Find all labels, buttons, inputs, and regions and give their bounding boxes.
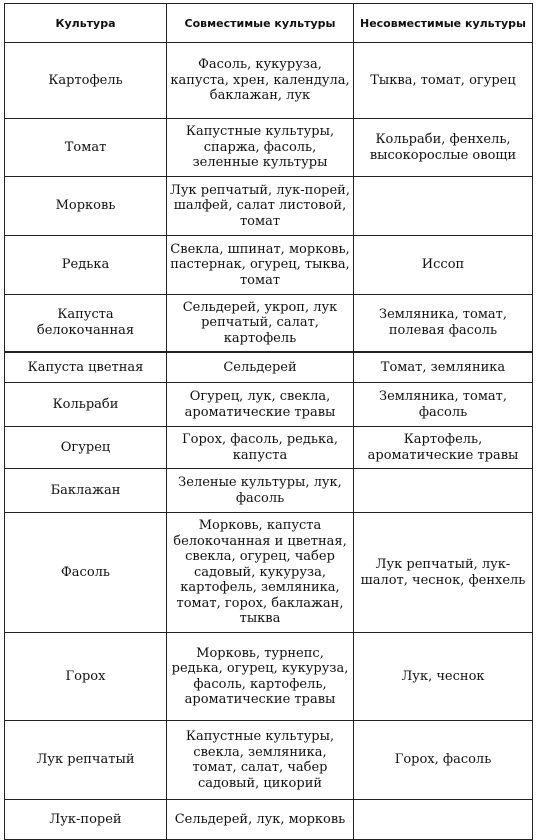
incompatible-cell [354,177,533,236]
table-row [5,633,533,721]
crop-cell: Капуста цветная [5,352,167,383]
incompatible-cell: Лук, чеснок [354,633,533,721]
compatible-cell: Морковь, капуста белокочанная и цветная, свекла, огурец, чабер садовый, кукуруза, картофель, земляника, томат, горох, баклажан, тыква [167,513,354,633]
incompatible-cell: Лук репчатый, лук-шалот, чеснок, фенхель [354,513,533,633]
crop-cell: Капуста белокочанная [5,295,167,352]
table-row [5,800,533,840]
compatible-cell: Горох, фасоль, редька, капуста [167,427,354,469]
incompatible-cell: Картофель, ароматические травы [354,427,533,469]
incompatible-cell: Земляника, томат, фасоль [354,383,533,427]
compatible-cell: Сельдерей, лук, морковь [167,800,354,840]
crop-cell: Горох [5,633,167,721]
compatible-cell: Морковь, турнепс, редька, огурец, кукуруза, фасоль, картофель, ароматические травы [167,633,354,721]
crop-cell: Лук репчатый [5,721,167,800]
header-crop: Культура [5,4,167,43]
crop-cell: Томат [5,119,167,177]
compatible-cell: Свекла, шпинат, морковь, пастернак, огурец, тыква, томат [167,236,354,295]
crop-compatibility-table [4,3,533,840]
crop-cell: Кольраби [5,383,167,427]
compatible-cell: Капустные культуры, свекла, земляника, томат, салат, чабер садовый, цикорий [167,721,354,800]
table-row [5,469,533,513]
incompatible-cell: Кольраби, фенхель, высокорослые овощи [354,119,533,177]
incompatible-cell: Томат, земляника [354,352,533,383]
incompatible-cell [354,800,533,840]
crop-cell: Картофель [5,43,167,119]
table-row [5,295,533,352]
incompatible-cell: Иссоп [354,236,533,295]
table-row [5,352,533,383]
crop-cell: Огурец [5,427,167,469]
table-row [5,427,533,469]
compatible-cell: Фасоль, кукуруза, капуста, хрен, календула, баклажан, лук [167,43,354,119]
incompatible-cell: Горох, фасоль [354,721,533,800]
table-row [5,236,533,295]
compatible-cell: Сельдерей, укроп, лук репчатый, салат, картофель [167,295,354,352]
header-compatible: Совместимые культуры [167,4,354,43]
table-row [5,721,533,800]
compatible-cell: Огурец, лук, свекла, ароматические травы [167,383,354,427]
header-row [5,4,533,43]
incompatible-cell [354,469,533,513]
compatible-cell: Сельдерей [167,352,354,383]
crop-cell: Фасоль [5,513,167,633]
compatibility-table-container [4,3,532,840]
crop-cell: Лук-порей [5,800,167,840]
header-incompatible: Несовместимые культуры [354,4,533,43]
crop-cell: Редька [5,236,167,295]
crop-cell: Баклажан [5,469,167,513]
table-row [5,43,533,119]
table-row [5,383,533,427]
table-row [5,513,533,633]
compatible-cell: Зеленые культуры, лук, фасоль [167,469,354,513]
compatible-cell: Капустные культуры, спаржа, фасоль, зеленные культуры [167,119,354,177]
incompatible-cell: Земляника, томат, полевая фасоль [354,295,533,352]
table-row [5,177,533,236]
incompatible-cell: Тыква, томат, огурец [354,43,533,119]
compatible-cell: Лук репчатый, лук-порей, шалфей, салат листовой, томат [167,177,354,236]
crop-cell: Морковь [5,177,167,236]
table-row [5,119,533,177]
